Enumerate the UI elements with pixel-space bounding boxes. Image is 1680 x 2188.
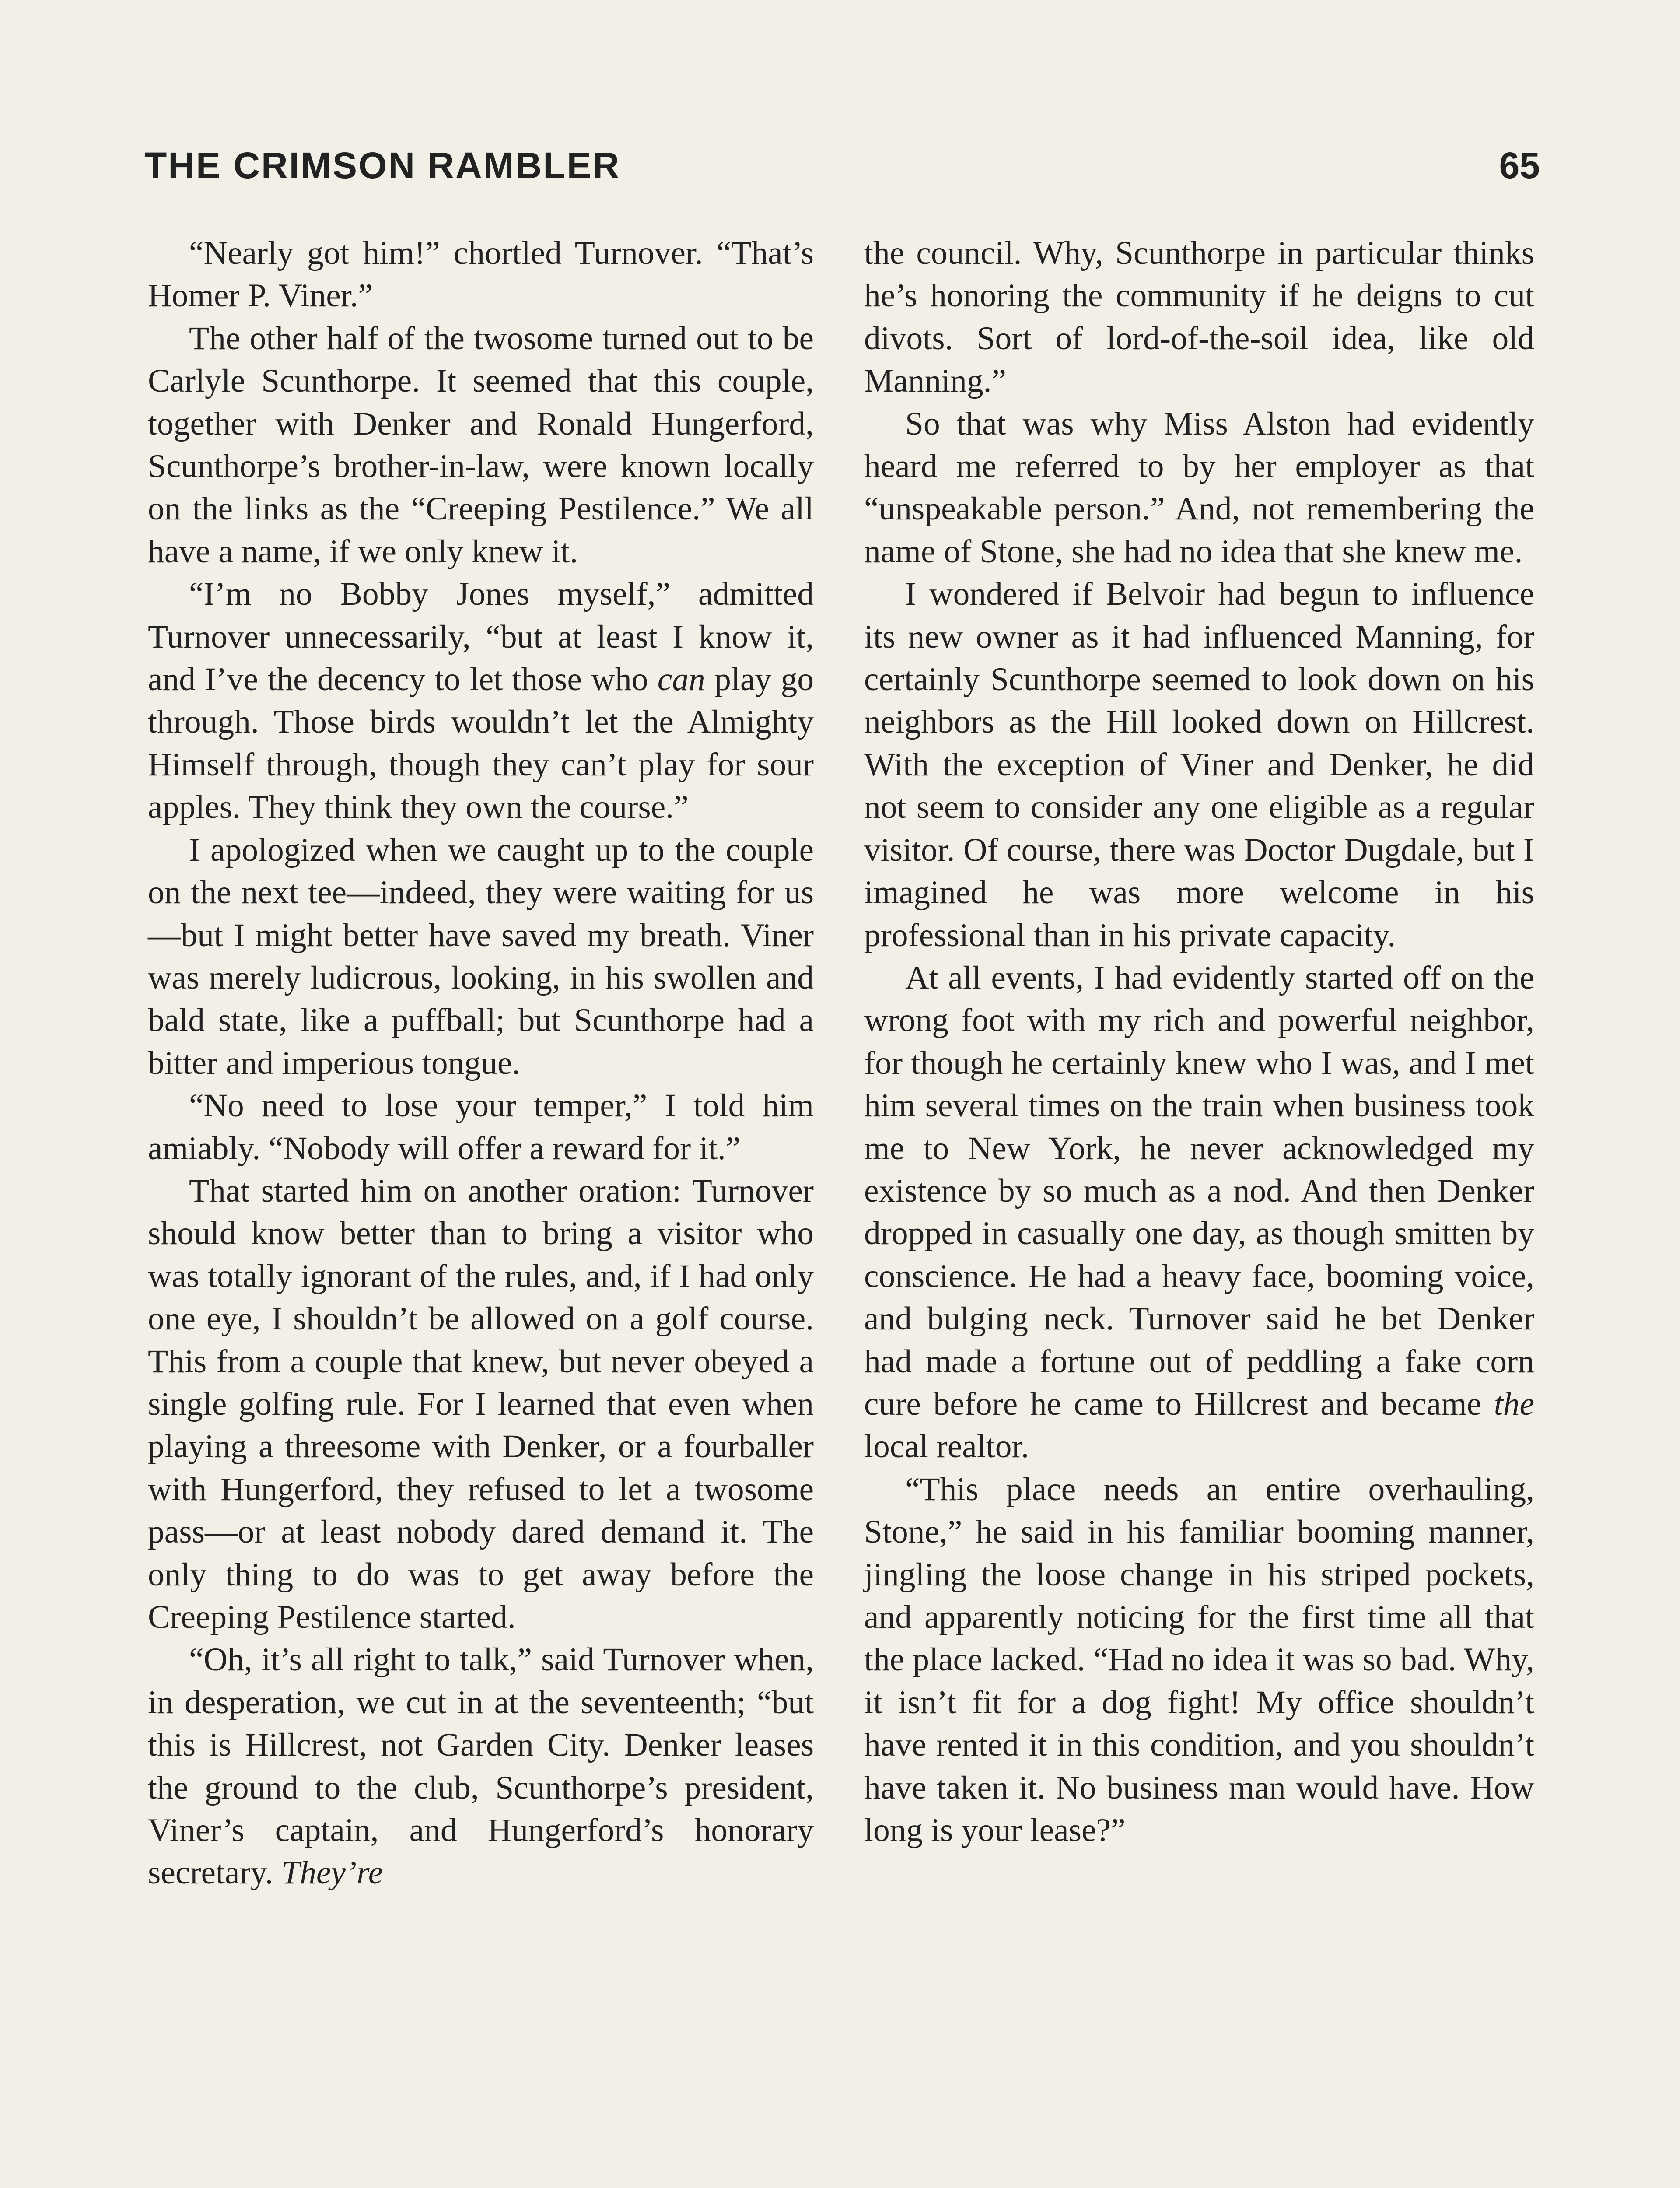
paragraph: The other half of the twosome turned out to be Carlyle Scunthorpe. It seemed that this couple, together with Denker and Ronald Hungerford, Scunthorpe’s brother-in-law, were known locally on the links as the “Creeping Pestilence.” We all have a name, if we only knew it. (148, 320, 814, 570)
paragraph-continued: the council. Why, Scunthorpe in particular thinks he’s honoring the community if he deigns to cut divots. Sort of lord-of-the-soil idea, like old Manning.” (864, 235, 1534, 400)
running-title: THE CRIMSON RAMBLER (144, 145, 621, 186)
paragraph: “No need to lose your temper,” I told him amiably. “Nobody will offer a reward for it.” (148, 1087, 814, 1167)
text-run: local realtor. (864, 1428, 1029, 1465)
left-column (148, 232, 814, 1894)
page-number: 65 (1499, 145, 1540, 186)
paragraph: That started him on another oration: Turnover should know better than to bring a visitor who was totally ignorant of the rules, and, if I had only one eye, I shouldn’t be allowed on a golf course. This from a couple that knew, but never obeyed a single golfing rule. For I learned that even when playing a threesome with Denker, or a fourballer with Hungerford, they refused to let a twosome pass—or at least nobody dared demand it. The only thing to do was to get away before the Creeping Pestilence started. (148, 1172, 814, 1635)
paragraph: “This place needs an entire overhauling, Stone,” he said in his familiar booming manner, jingling the loose change in his striped pockets, and apparently noticing for the first time all that the place lacked. “Had no idea it was so bad. Why, it isn’t fit for a dog fight! My office shouldn’t have rented it in this condition, and you shouldn’t have taken it. No business man would have. How long is your lease?” (864, 1471, 1534, 1849)
text-run: “Oh, it’s all right to talk,” said Turnover when, in desperation, we cut in at the seventeenth; “but this is Hillcrest, not Garden City. Denker leases the ground to the club, Scunthorpe’s president, Viner’s captain, and Hungerford’s honorary secretary. (148, 1641, 814, 1891)
text-run: At all events, I had evidently started off on the wrong foot with my rich and powerful neighbor, for though he certainly knew who I was, and I met him several times on the train when business took me to New York, he never acknowledged my existence by so much as a nod. And then Denker dropped in casually one day, as though smitten by conscience. He had a heavy face, booming voice, and bulging neck. Turnover said he bet Denker had made a fortune out of peddling a fake corn cure before he came to Hillcrest and became (864, 959, 1534, 1422)
paragraph: I wondered if Belvoir had begun to influence its new owner as it had influenced Manning, for certainly Scunthorpe seemed to look down on his neighbors as the Hill looked down on Hillcrest. With the exception of Viner and Denker, he did not seem to consider any one eligible as a regular visitor. Of course, there was Doctor Dugdale, but I imagined he was more welcome in his professional than in his private capacity. (864, 576, 1534, 954)
paragraph: “Nearly got him!” chortled Turnover. “That’s Homer P. Viner.” (148, 235, 814, 314)
running-head (144, 144, 1540, 197)
paragraph (864, 957, 1534, 1468)
italic-text: the (1494, 1385, 1534, 1422)
right-column (864, 232, 1534, 1851)
paragraph: So that was why Miss Alston had evidently heard me referred to by her employer as that “unspeakable person.” And, not remembering the name of Stone, she had no idea that she knew me. (864, 405, 1534, 570)
italic-text: can (657, 661, 705, 698)
paragraph (148, 1638, 814, 1894)
paragraph: I apologized when we caught up to the couple on the next tee—indeed, they were waiting for us—but I might better have saved my breath. Viner was merely ludicrous, looking, in his swollen and bald state, like a puffball; but Scunthorpe had a bitter and imperious tongue. (148, 831, 814, 1081)
italic-text: They’re (281, 1855, 383, 1891)
text-run: play go through. Those birds wouldn’t let the Almighty Himself through, though they can’t play for sour apples. They think they own the course.” (148, 661, 814, 826)
text-run: “I’m no Bobby Jones myself,” admitted Turnover unnecessarily, “but at least I know it, and I’ve the decency to let those who (148, 576, 814, 698)
paragraph (148, 573, 814, 828)
